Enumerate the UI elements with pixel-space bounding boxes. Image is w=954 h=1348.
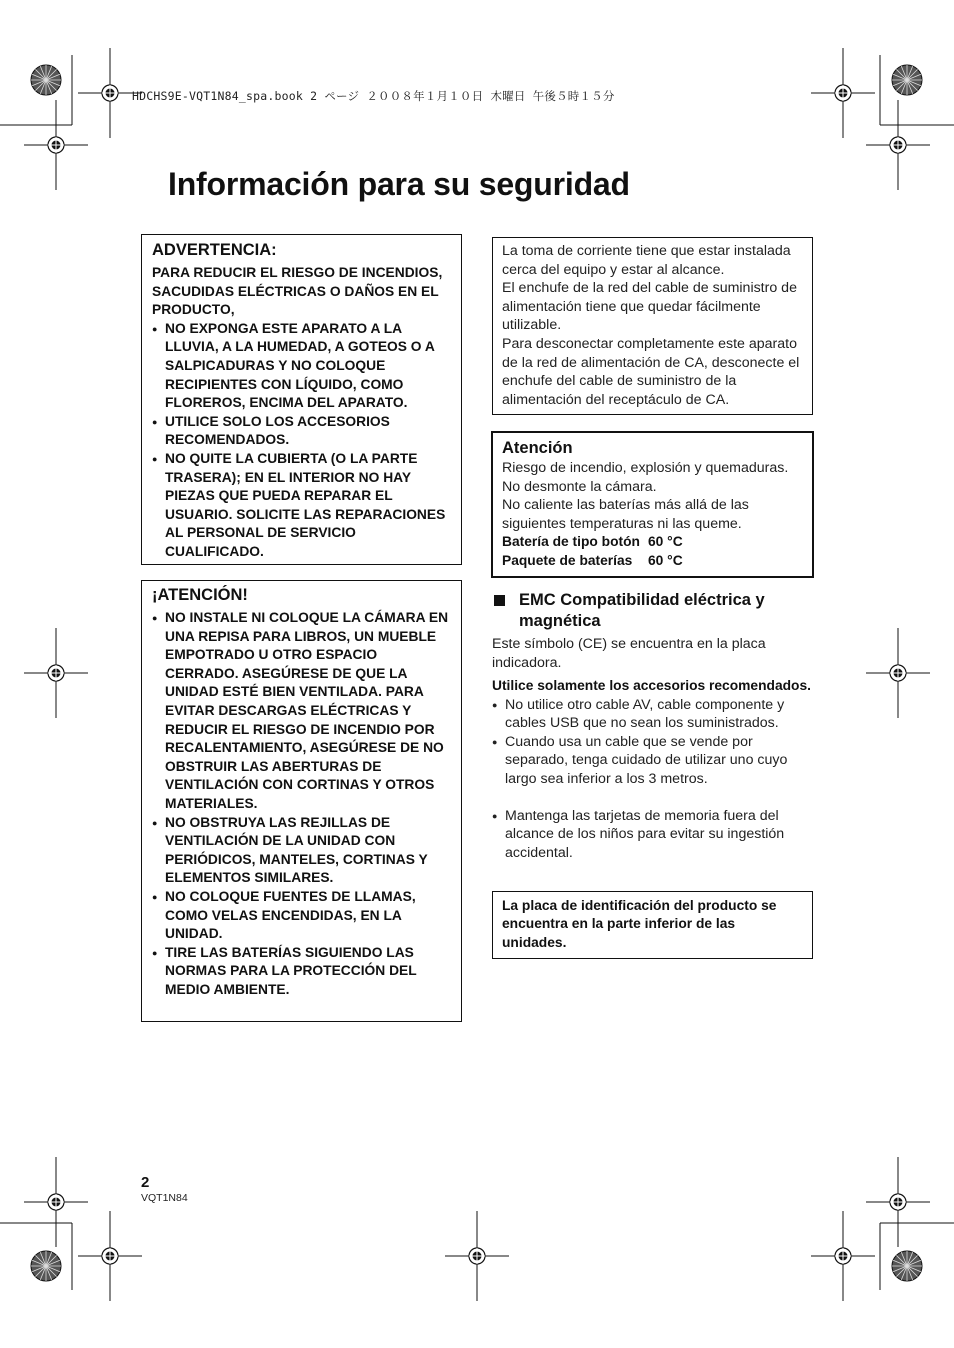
list-item: ● No utilice otro cable AV, cable componente y cables USB que no sean los suministrados. (492, 696, 812, 733)
temp-row (502, 533, 803, 551)
page-number: 2 (141, 1174, 150, 1191)
atencion-caps-list (152, 609, 451, 999)
advertencia-heading: ADVERTENCIA: (152, 241, 277, 259)
page-title: Información para su seguridad (168, 166, 630, 202)
list-item: ● NO QUITE LA CUBIERTA (O LA PARTE TRASERA); EN EL INTERIOR NO HAY PIEZAS QUE PUEDA REPARAR EL USUARIO. SOLICITE LAS REPARACIONES AL PERSONAL DE SERVICIO CUALIFICADO. (152, 450, 451, 562)
list-item: ● NO COLOQUE FUENTES DE LLAMAS, COMO VELAS ENCENDIDAS, EN LA UNIDAD. (152, 888, 451, 944)
print-header: HDCHS9E-VQT1N84_spa.book 2 ページ ２００８年１月１０日 木曜日 午後５時１５分 (132, 89, 615, 103)
list-item: ● Mantenga las tarjetas de memoria fuera del alcance de los niños para evitar su ingestión accidental. (492, 807, 812, 863)
advertencia-box (141, 234, 462, 565)
atencion-box (491, 431, 814, 578)
emc-list-2 (492, 807, 812, 863)
list-item: ● UTILICE SOLO LOS ACCESORIOS RECOMENDADOS. (152, 413, 451, 450)
temp-label: Batería de tipo botón (502, 534, 640, 550)
toma-paragraph: Para desconectar completamente este aparato de la red de alimentación de CA, desconecte el enchufe del cable de suministro de la alimentación del receptáculo de CA. (502, 335, 800, 408)
atencion-caps-box (141, 580, 462, 1022)
emc-heading-row (492, 590, 812, 632)
list-item: ● NO OBSTRUYA LAS REJILLAS DE VENTILACIÓN DE LA UNIDAD CON PERIÓDICOS, MANTELES, CORTINAS Y ELEMENTOS SIMILARES. (152, 814, 451, 888)
toma-paragraph: La toma de corriente tiene que estar instalada cerca del equipo y estar al alcance. (502, 243, 791, 278)
placa-box (492, 891, 813, 959)
square-bullet-icon (494, 595, 505, 606)
temp-label: Paquete de baterías (502, 552, 633, 568)
toma-paragraph: El enchufe de la red del cable de suministro de alimentación tiene que quedar fácilmente utilizable. (502, 280, 797, 334)
list-item: ● NO INSTALE NI COLOQUE LA CÁMARA EN UNA REPISA PARA LIBROS, UN MUEBLE EMPOTRADO U OTRO ESPACIO CERRADO. ASEGÚRESE DE QUE LA UNIDAD ESTÉ BIEN VENTILADA. PARA EVITAR DESCARGAS ELÉCTRICAS Y REDUCIR EL RIESGO DE INCENDIO POR RECALENTAMIENTO, ASEGÚRESE DE NO OBSTRUIR LAS ABERTURAS DE VENTILACIÓN CON CORTINAS Y OTROS MATERIALES. (152, 609, 451, 814)
temp-value: 60 °C (648, 534, 683, 550)
advertencia-list (152, 320, 451, 562)
list-item: ● TIRE LAS BATERÍAS SIGUIENDO LAS NORMAS PARA LA PROTECCIÓN DEL MEDIO AMBIENTE. (152, 944, 451, 1000)
list-item: ● Cuando usa un cable que se vende por separado, tenga cuidado de utilizar uno cuyo largo sea inferior a los 3 metros. (492, 733, 812, 789)
temp-value: 60 °C (648, 552, 683, 568)
temp-row (502, 552, 803, 570)
emc-section (492, 590, 812, 862)
emc-heading: EMC Compatibilidad eléctrica y magnética (519, 591, 765, 630)
atencion-heading: Atención (502, 439, 573, 457)
placa-text: La placa de identificación del producto se encuentra en la parte inferior de las unidades. (502, 898, 777, 950)
doc-code: VQT1N84 (141, 1192, 188, 1204)
atencion-caps-heading: ¡ATENCIÓN! (152, 586, 248, 604)
atencion-text: Riesgo de incendio, explosión y quemaduras. No desmonte la cámara. (502, 460, 789, 495)
atencion-text: No caliente las baterías más allá de las siguientes temperaturas ni las queme. (502, 497, 749, 532)
toma-box (492, 237, 813, 415)
list-item: ● NO EXPONGA ESTE APARATO A LA LLUVIA, A LA HUMEDAD, A GOTEOS O A SALPICADURAS Y NO COLOQUE RECIPIENTES CON LÍQUIDO, COMO FLOREROS, ENCIMA DEL APARATO. (152, 320, 451, 413)
emc-list (492, 696, 812, 789)
emc-accessories-heading: Utilice solamente los accesorios recomendados. (492, 678, 811, 694)
emc-symbol-text: Este símbolo (CE) se encuentra en la placa indicadora. (492, 636, 766, 671)
advertencia-intro: PARA REDUCIR EL RIESGO DE INCENDIOS, SACUDIDAS ELÉCTRICAS O DAÑOS EN EL PRODUCTO, (152, 265, 443, 318)
